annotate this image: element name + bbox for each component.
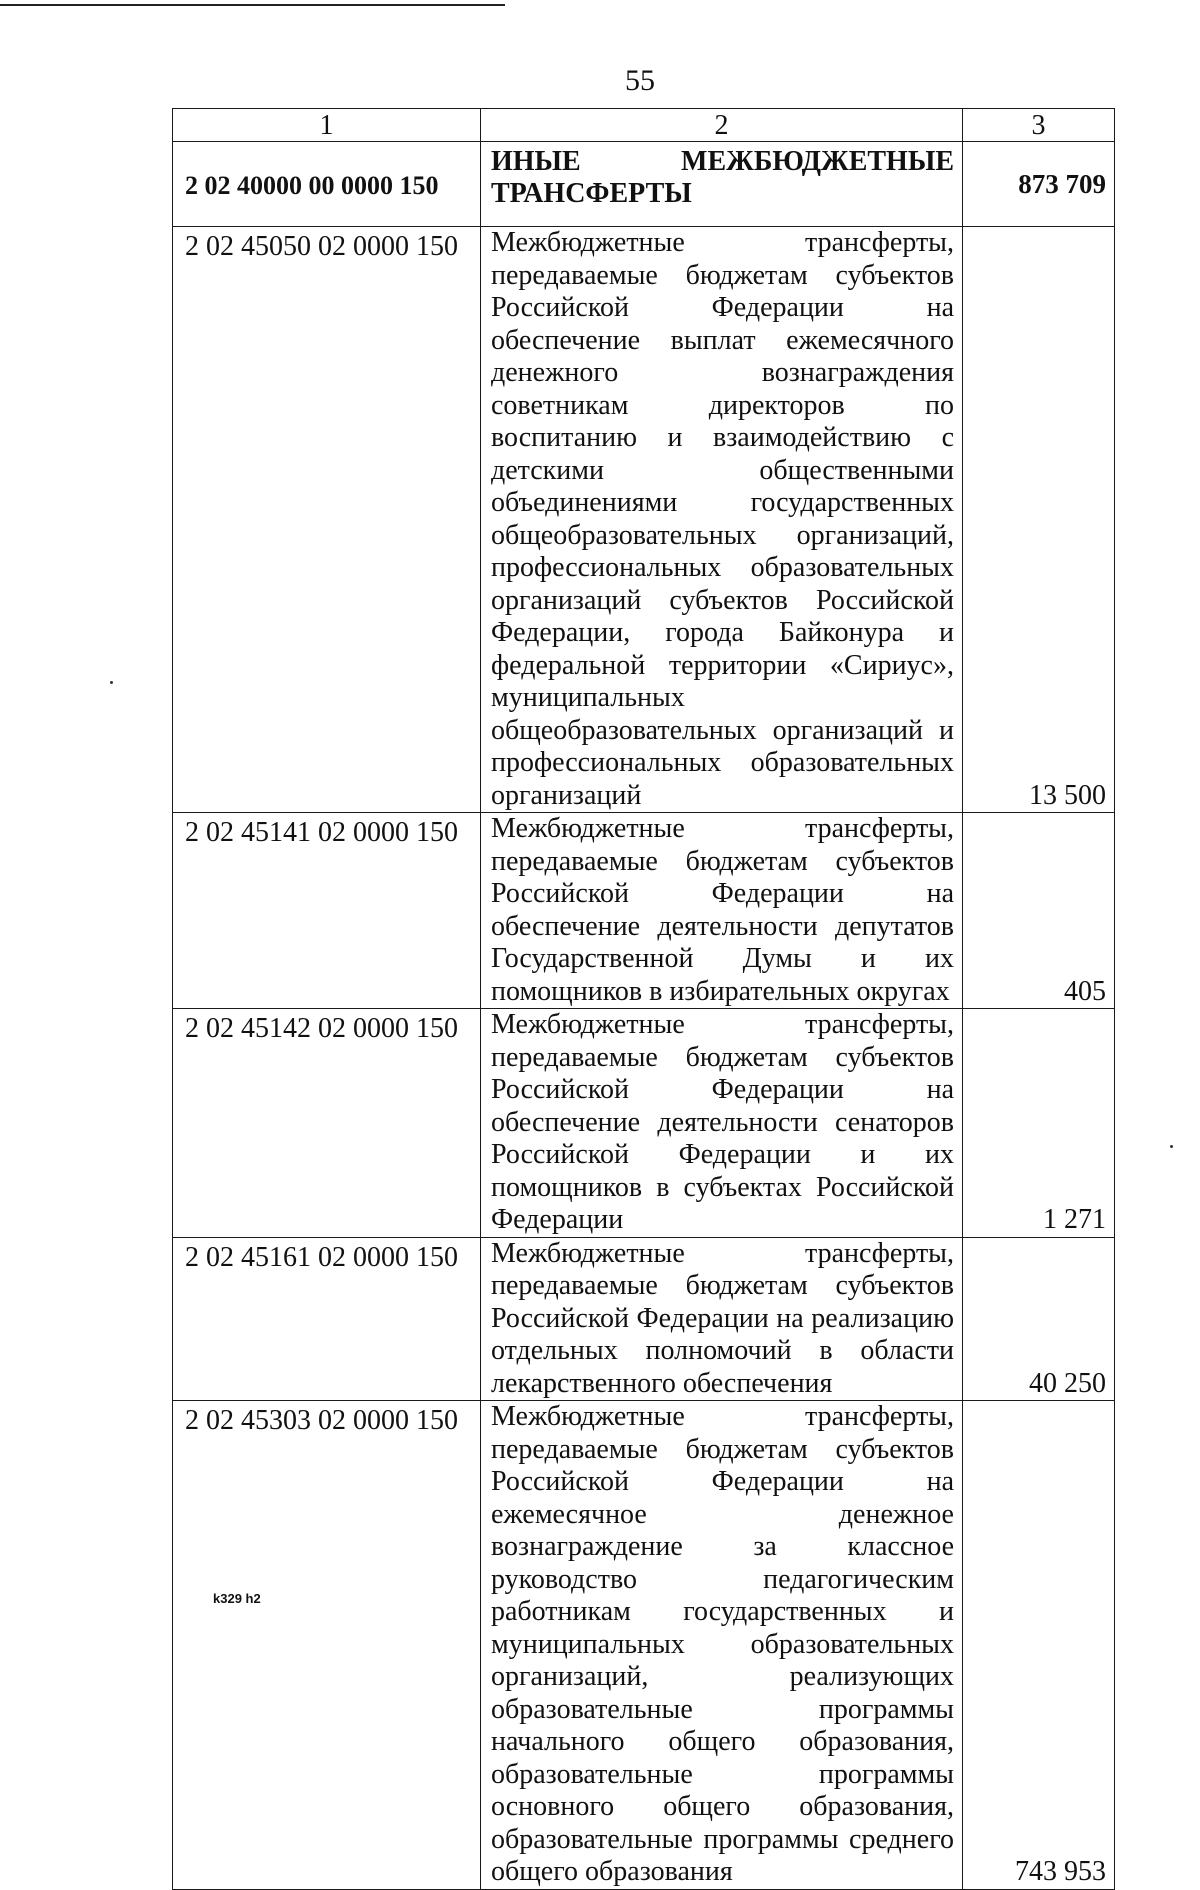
budget-code: 2 02 45161 02 0000 150 [173,1237,481,1401]
budget-amount: 40 250 [963,1237,1115,1401]
budget-code: 2 02 45303 02 0000 150 [173,1401,481,1890]
budget-description: Межбюджетные трансферты, передаваемые бюджетам субъектов Российской Федерации на ежемесячное денежное вознаграждение за классное руководство педагогическим работникам государственных и муниципальных образовательных организаций, реализующих образовательные программы начального общего образования, образовательные программы основного общего образования, образовательные программы среднего общего образования [481,1401,963,1890]
scan-speck [110,681,113,684]
budget-description: Межбюджетные трансферты, передаваемые бюджетам субъектов Российской Федерации на обеспечение выплат ежемесячного денежного вознаграждения советникам директоров по воспитанию и взаимодействию с детскими общественными объединениями государственных общеобразовательных организаций, профессиональных образовательных организаций субъектов Российской Федерации, города Байконура и федеральной территории «Сириус», муниципальных общеобразовательных организаций и профессиональных образовательных организаций [481,227,963,813]
budget-amount: 743 953 [963,1401,1115,1890]
footer-code: k329 h2 [213,1591,261,1606]
table-row [173,1009,1115,1238]
budget-table [172,108,1115,1890]
column-header: 3 [963,109,1115,142]
budget-code: 2 02 45141 02 0000 150 [173,813,481,1009]
budget-code: 2 02 45142 02 0000 150 [173,1009,481,1238]
table-row [173,142,1115,227]
table-row [173,813,1115,1009]
scan-edge-line [0,4,505,6]
table-header-row [173,109,1115,142]
budget-amount: 13 500 [963,227,1115,813]
table-row [173,1237,1115,1401]
budget-amount: 873 709 [963,142,1115,227]
column-header: 1 [173,109,481,142]
budget-amount: 1 271 [963,1009,1115,1238]
budget-description: Межбюджетные трансферты, передаваемые бюджетам субъектов Российской Федерации на реализацию отдельных полномочий в области лекарственного обеспечения [481,1237,963,1401]
table-row [173,1401,1115,1890]
scan-speck [1170,1145,1173,1148]
budget-code: 2 02 45050 02 0000 150 [173,227,481,813]
column-header: 2 [481,109,963,142]
budget-amount: 405 [963,813,1115,1009]
budget-description: Межбюджетные трансферты, передаваемые бюджетам субъектов Российской Федерации на обеспечение деятельности сенаторов Российской Федерации и их помощников в субъектах Российской Федерации [481,1009,963,1238]
budget-description: ИНЫЕ МЕЖБЮДЖЕТНЫЕ ТРАНСФЕРТЫ [481,142,963,227]
page-number: 55 [625,64,655,97]
budget-description: Межбюджетные трансферты, передаваемые бюджетам субъектов Российской Федерации на обеспечение деятельности депутатов Государственной Думы и их помощников в избирательных округах [481,813,963,1009]
budget-code: 2 02 40000 00 0000 150 [173,142,481,227]
table-row [173,227,1115,813]
